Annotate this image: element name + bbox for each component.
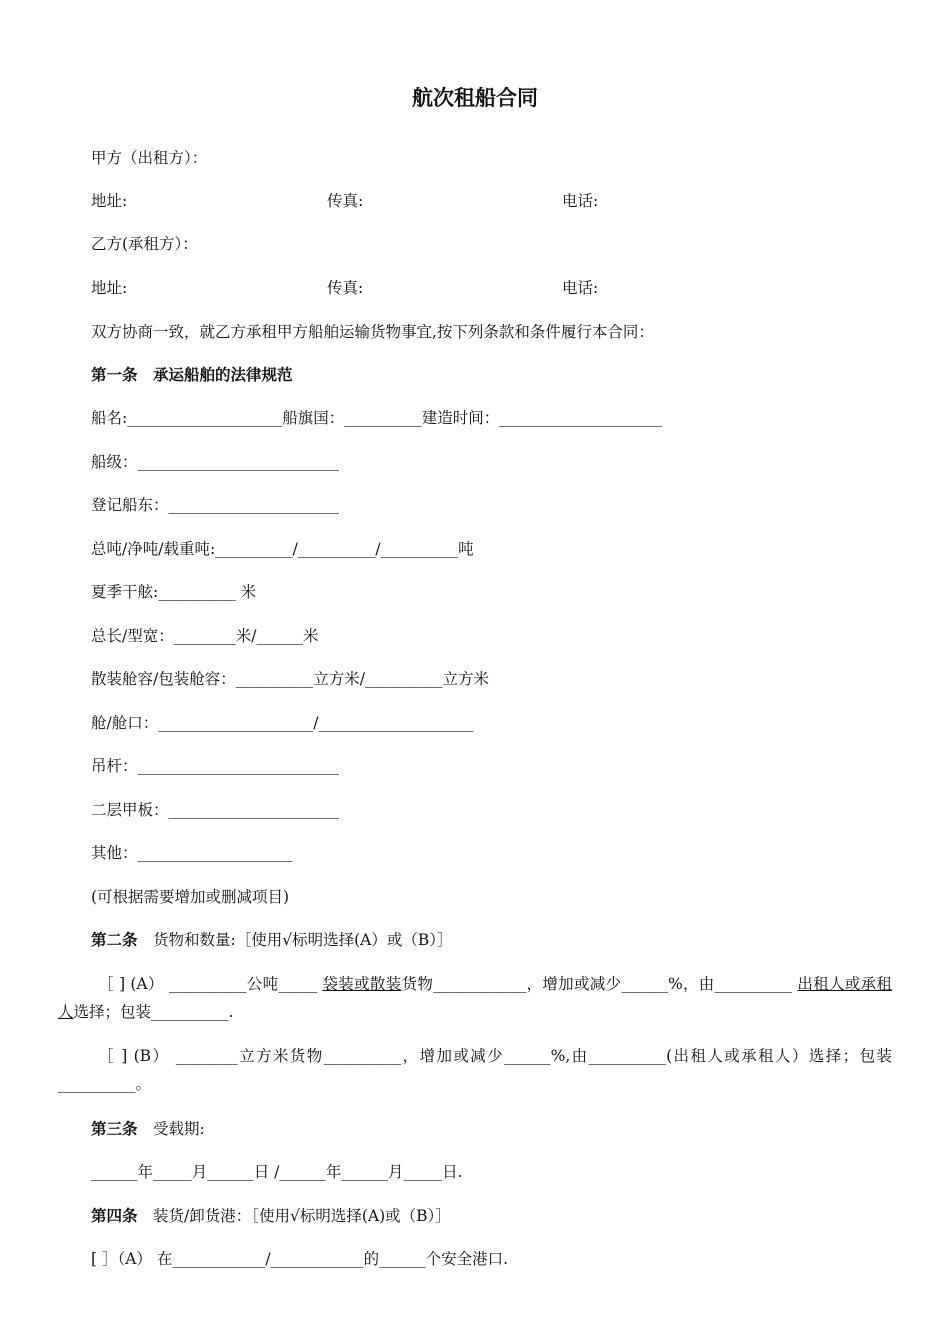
option-a-packing-choice: 袋装或散装: [322, 975, 402, 993]
article4-option-a: [ ］（A） 在____________/____________的______个安全港口.: [91, 1250, 508, 1268]
article2-heading: 第二条: [91, 931, 138, 949]
other-field: 其他：____________________: [91, 844, 293, 862]
party-b-address: 地址:: [91, 279, 128, 297]
article1-heading: 第一条 承运船舶的法律规范: [91, 366, 293, 384]
hold-hatch-field: 舱/舱口：____________________/____________________: [91, 714, 474, 732]
option-a-text-1: ［ ] (A） __________公吨_____: [98, 975, 323, 993]
option-a-text-2: 货物____________，增加或减少______%，由__________: [401, 975, 798, 993]
party-a-fax: 传真:: [327, 192, 364, 210]
party-a-address: 地址:: [91, 192, 128, 210]
freeboard-field: 夏季干舷:__________ 米: [91, 583, 257, 601]
laycan-date-line: ______年_____月______日 /______年______月_____日.: [91, 1163, 463, 1181]
length-beam-field: 总长/型宽：________米/______米: [91, 627, 319, 645]
capacity-field: 散装舱容/包装舱容：__________立方米/__________立方米: [91, 670, 489, 688]
article3-heading-row: [91, 1118, 205, 1140]
party-a-phone: 电话:: [562, 192, 599, 210]
option-a-selector-choice: 出租人或承租人: [58, 975, 892, 1021]
registered-owner-field: 登记船东：______________________: [91, 496, 340, 514]
party-b-fax: 传真:: [327, 279, 364, 297]
party-b-label: 乙方(承租方）：: [91, 235, 198, 253]
party-b-phone: 电话:: [562, 279, 599, 297]
article2-option-b: ［ ] (B） ________立方米货物__________，增加或减少______%,由__________(出租人或承租人）选择；包装__________。: [58, 1047, 892, 1093]
ship-name-field: 船名:____________________船旗国：__________建造时间：_____________________: [91, 409, 662, 427]
party-a-label: 甲方（出租方）：: [91, 149, 208, 167]
article2-option-a: [58, 970, 892, 1026]
ship-class-field: 船级：__________________________: [91, 453, 340, 471]
option-a-text-3: 选择；包装__________.: [73, 1003, 234, 1021]
party-b-contact-row: [91, 277, 891, 299]
tonnage-field: 总吨/净吨/载重吨:__________/__________/__________吨: [91, 540, 474, 558]
derrick-field: 吊杆：__________________________: [91, 757, 340, 775]
document-title: 航次租船合同: [412, 86, 538, 110]
article3-heading: 第三条: [91, 1120, 138, 1138]
article3-heading-text: 受载期:: [137, 1120, 205, 1138]
article4-heading: 第四条: [91, 1207, 138, 1225]
article2-heading-text: 货物和数量:［使用√标明选择(A）或（B）］: [137, 931, 453, 949]
tweendeck-field: 二层甲板：______________________: [91, 801, 340, 819]
party-a-contact-row: [91, 190, 891, 212]
article4-heading-row: [91, 1205, 451, 1227]
article2-heading-row: [91, 929, 453, 951]
article4-heading-text: 装货/卸货港：［使用√标明选择(A)或（B）］: [137, 1207, 451, 1225]
preamble: 双方协商一致，就乙方承租甲方船舶运输货物事宜,按下列条款和条件履行本合同：: [91, 323, 654, 341]
article1-note: (可根据需要增加或删减项目): [91, 888, 290, 906]
